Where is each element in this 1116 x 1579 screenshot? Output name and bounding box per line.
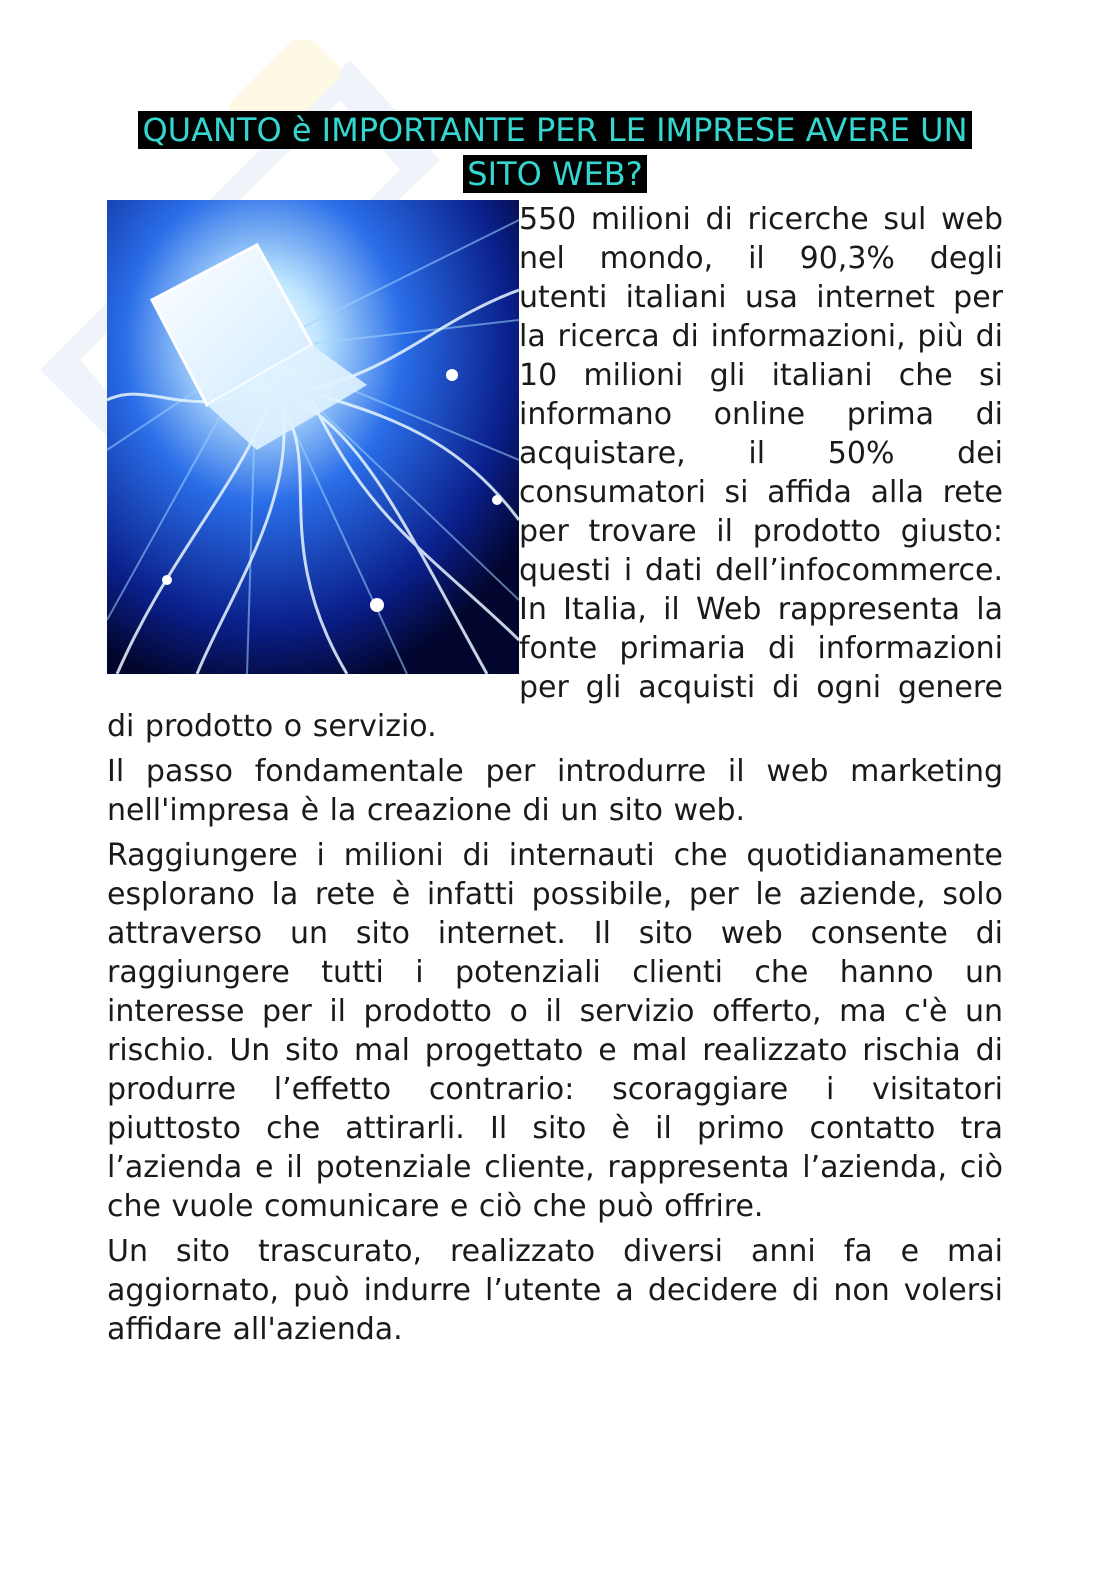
paragraph-3: Raggiungere i milioni di internauti che quotidianamente esplorano la rete è infatti possibile, per le aziende, solo attraverso un sito internet. Il sito web consente di raggiungere tutti i potenziali clienti che hanno un interesse per il prodotto o il servizio offerto, ma c'è un rischio. Un sito mal progettato e mal realizzato rischia di produrre l’effetto contrario: scoraggiare i visitatori piuttosto che attirarli. Il sito è il primo contatto tra l’azienda e il potenziale cliente, rappresenta l’azienda, ciò che vuole comunicare e ciò che può offrire. <box>107 838 1003 1224</box>
document-title <box>107 108 1003 196</box>
laptop-fiber-optic-image <box>107 200 519 674</box>
paragraph-2: Il passo fondamentale per introdurre il web marketing nell'impresa è la creazione di un sito web. <box>107 754 1003 828</box>
title-highlight: QUANTO è IMPORTANTE PER LE IMPRESE AVERE UN SITO WEB? <box>138 111 971 193</box>
document-page <box>107 108 1003 1355</box>
paragraph-1: 550 milioni di ricerche sul web nel mondo, il 90,3% degli utenti italiani usa internet per la ricerca di informazioni, più di 10 milioni gli italiani che si informano online prima di acquistare, il 50% dei consumatori si affida alla rete per trovare il prodotto giusto: questi i dati dell’infocommerce. In Italia, il Web rappresenta la fonte primaria di informazioni per gli acquisti di ogni genere di prodotto o servizio. <box>107 202 1003 744</box>
paragraph-4: Un sito trascurato, realizzato diversi anni fa e mai aggiornato, può indurre l’utente a decidere di non volersi affidare all'azienda. <box>107 1234 1003 1347</box>
